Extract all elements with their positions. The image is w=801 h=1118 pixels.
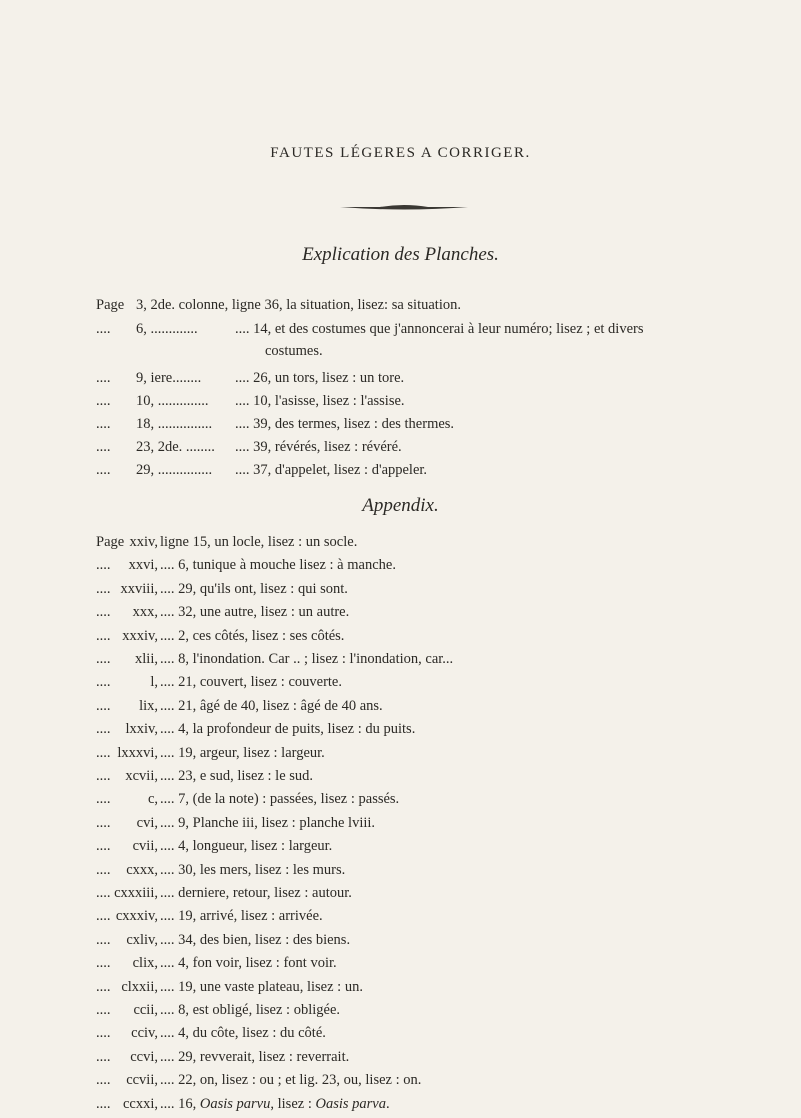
- row-lead: ....: [96, 1095, 111, 1112]
- row-text: .... 6, tunique à mouche lisez : à manche.: [160, 557, 396, 574]
- row-lead: ....: [96, 955, 111, 972]
- row-lead: ....: [96, 627, 111, 644]
- appendix-row: [0, 581, 801, 603]
- row-text: .... 34, des bien, lisez : des biens.: [160, 931, 351, 948]
- row-ref: 6, .............: [136, 321, 198, 337]
- row-text-part: .... 16,: [160, 1095, 200, 1112]
- row-text: .... 21, âgé de 40, lisez : âgé de 40 ans.: [160, 697, 383, 714]
- appendix-row: [0, 955, 801, 977]
- row-ref: lxxiv,: [125, 721, 158, 738]
- row-text: .... 29, revverait, lisez : reverrait.: [160, 1048, 350, 1065]
- row-ref: xcvii,: [125, 768, 158, 784]
- appendix-row: [0, 932, 801, 954]
- row-text: costumes.: [265, 343, 323, 359]
- row-ref: 18, ...............: [136, 416, 213, 432]
- row-text: 3, 2de. colonne, ligne 36, la situation, lisez: sa situation.: [136, 297, 461, 313]
- row-text: .... 32, une autre, lisez : un autre.: [160, 604, 350, 621]
- row-ref: xxxiv,: [122, 627, 158, 644]
- appendix-row: [0, 862, 801, 884]
- row-text: .... 26, un tors, lisez : un tore.: [235, 370, 405, 386]
- appendix-row: [0, 1072, 801, 1094]
- row-lead: Page: [96, 297, 125, 313]
- appendix-row: [0, 651, 801, 673]
- row-lead: ....: [96, 557, 111, 574]
- row-lead: ....: [96, 838, 111, 855]
- row-text: .... 10, l'asisse, lisez : l'assise.: [235, 393, 405, 409]
- row-lead: ....: [96, 370, 111, 386]
- appendix-row: [0, 815, 801, 837]
- row-ref: ccvi,: [130, 1048, 158, 1065]
- row-text: .... 19, argeur, lisez : largeur.: [160, 744, 325, 761]
- page-header: FAUTES LÉGERES A CORRIGER.: [270, 145, 531, 161]
- row-text: .... 8, l'inondation. Car .. ; lisez : l'inondation, car...: [160, 651, 454, 667]
- row-text: .... 9, Planche iii, lisez : planche lviii.: [160, 814, 376, 831]
- row-ref: clxxii,: [121, 978, 158, 995]
- row-lead: ....: [96, 931, 111, 948]
- row-ref: cxxx,: [126, 861, 158, 878]
- row-text: .... 37, d'appelet, lisez : d'appeler.: [235, 462, 428, 478]
- row-ref: lix,: [139, 697, 158, 714]
- row-lead: ....: [96, 1072, 111, 1089]
- appendix-row: [0, 745, 801, 767]
- errata-row: [0, 343, 801, 365]
- appendix-row: [0, 791, 801, 813]
- row-text: ligne 15, un locle, lisez : un socle.: [160, 534, 358, 550]
- appendix-row: [0, 885, 801, 907]
- row-lead: ....: [96, 580, 111, 597]
- row-text: .... 2, ces côtés, lisez : ses côtés.: [160, 627, 345, 644]
- row-text: .... 23, e sud, lisez : le sud.: [160, 768, 314, 784]
- row-text: .... 4, fon voir, lisez : font voir.: [160, 955, 337, 972]
- row-text: [160, 1096, 390, 1113]
- appendix-row: [0, 768, 801, 790]
- row-ref: cxliv,: [126, 931, 158, 948]
- section-title-planches: Explication des Planches.: [302, 244, 499, 265]
- appendix-row: [0, 698, 801, 720]
- row-ref: c,: [147, 791, 158, 808]
- row-ref: cciv,: [131, 1025, 158, 1042]
- row-lead: ....: [96, 768, 111, 784]
- section-title-appendix: Appendix.: [362, 495, 439, 516]
- row-italic-correct: Oasis parva: [315, 1095, 386, 1112]
- row-text: .... 14, et des costumes que j'annoncerai à leur numéro; lisez ; et divers: [235, 321, 644, 337]
- appendix-row: [0, 674, 801, 696]
- appendix-row: [0, 908, 801, 930]
- row-text: .... 22, on, lisez : ou ; et lig. 23, ou, lisez : on.: [160, 1072, 422, 1089]
- row-ref: ccii,: [133, 1002, 158, 1018]
- appendix-row: [0, 534, 801, 556]
- row-lead: ....: [96, 885, 111, 901]
- errata-row: [0, 370, 801, 392]
- appendix-row: [0, 1096, 801, 1118]
- errata-row: [0, 439, 801, 461]
- row-lead: ....: [96, 674, 111, 691]
- row-lead: Page: [96, 534, 125, 550]
- appendix-row: [0, 557, 801, 579]
- row-ref: xxiv,: [129, 534, 158, 550]
- row-text: .... 30, les mers, lisez : les murs.: [160, 861, 346, 878]
- row-text: .... 19, une vaste plateau, lisez : un.: [160, 978, 363, 995]
- row-lead: ....: [96, 791, 111, 808]
- row-text: .... 39, des termes, lisez : des thermes.: [235, 416, 455, 432]
- row-ref: xxviii,: [120, 580, 158, 597]
- row-ref: l,: [150, 674, 158, 691]
- row-text: .... 4, du côte, lisez : du côté.: [160, 1025, 326, 1042]
- errata-row: [0, 416, 801, 438]
- row-ref: xlii,: [135, 651, 158, 667]
- row-ref: lxxxvi,: [117, 744, 158, 761]
- row-lead: ....: [96, 697, 111, 714]
- row-lead: ....: [96, 1048, 111, 1065]
- row-lead: ....: [96, 1002, 111, 1018]
- row-ref: clix,: [132, 955, 158, 972]
- appendix-row: [0, 604, 801, 626]
- row-text-part: .: [385, 1095, 390, 1112]
- row-lead: ....: [96, 744, 111, 761]
- row-text: .... 4, longueur, lisez : largeur.: [160, 838, 333, 855]
- row-text: .... 4, la profondeur de puits, lisez : du puits.: [160, 721, 416, 738]
- row-ref: ccxxi,: [122, 1095, 158, 1112]
- errata-row: [0, 462, 801, 484]
- row-ref: ccvii,: [126, 1072, 158, 1089]
- errata-row: [0, 297, 801, 319]
- row-lead: ....: [96, 814, 111, 831]
- row-ref: cxxxiv,: [115, 908, 158, 925]
- row-ref: 23, 2de. ........: [136, 439, 215, 455]
- row-ref: 10, ..............: [136, 393, 209, 409]
- row-lead: ....: [96, 321, 111, 337]
- row-italic-wrong: Oasis parvu: [199, 1095, 271, 1112]
- row-lead: ....: [96, 439, 111, 455]
- row-lead: ....: [96, 908, 111, 925]
- row-lead: ....: [96, 462, 111, 478]
- appendix-row: [0, 1049, 801, 1071]
- row-ref: xxx,: [132, 604, 158, 621]
- row-text: .... 7, (de la note) : passées, lisez : passés.: [160, 791, 400, 808]
- appendix-row: [0, 1002, 801, 1024]
- appendix-row: [0, 628, 801, 650]
- row-text: .... 21, couvert, lisez : couverte.: [160, 674, 342, 691]
- appendix-row: [0, 721, 801, 743]
- row-ref: 9, iere........: [136, 370, 202, 386]
- ornament-rule-icon: [340, 204, 468, 210]
- appendix-row: [0, 1025, 801, 1047]
- row-lead: ....: [96, 416, 111, 432]
- errata-row: [0, 321, 801, 343]
- row-ref: 29, ...............: [136, 462, 213, 478]
- row-ref: cxxxiii,: [114, 885, 158, 901]
- row-ref: cvi,: [136, 814, 158, 831]
- row-text: .... 29, qu'ils ont, lisez : qui sont.: [160, 580, 348, 597]
- row-text: .... 39, révérés, lisez : révéré.: [235, 439, 402, 455]
- row-text: .... 19, arrivé, lisez : arrivée.: [160, 908, 323, 925]
- row-text: .... derniere, retour, lisez : autour.: [160, 885, 352, 901]
- row-lead: ....: [96, 721, 111, 738]
- row-lead: ....: [96, 651, 111, 667]
- appendix-row: [0, 979, 801, 1001]
- row-lead: ....: [96, 861, 111, 878]
- errata-row: [0, 393, 801, 415]
- row-lead: ....: [96, 604, 111, 621]
- row-ref: xxvi,: [128, 557, 158, 574]
- row-ref: cvii,: [132, 838, 158, 855]
- row-lead: ....: [96, 1025, 111, 1042]
- row-text-part: , lisez :: [270, 1095, 316, 1112]
- row-lead: ....: [96, 978, 111, 995]
- row-text: .... 8, est obligé, lisez : obligée.: [160, 1002, 341, 1018]
- row-lead: ....: [96, 393, 111, 409]
- appendix-row: [0, 838, 801, 860]
